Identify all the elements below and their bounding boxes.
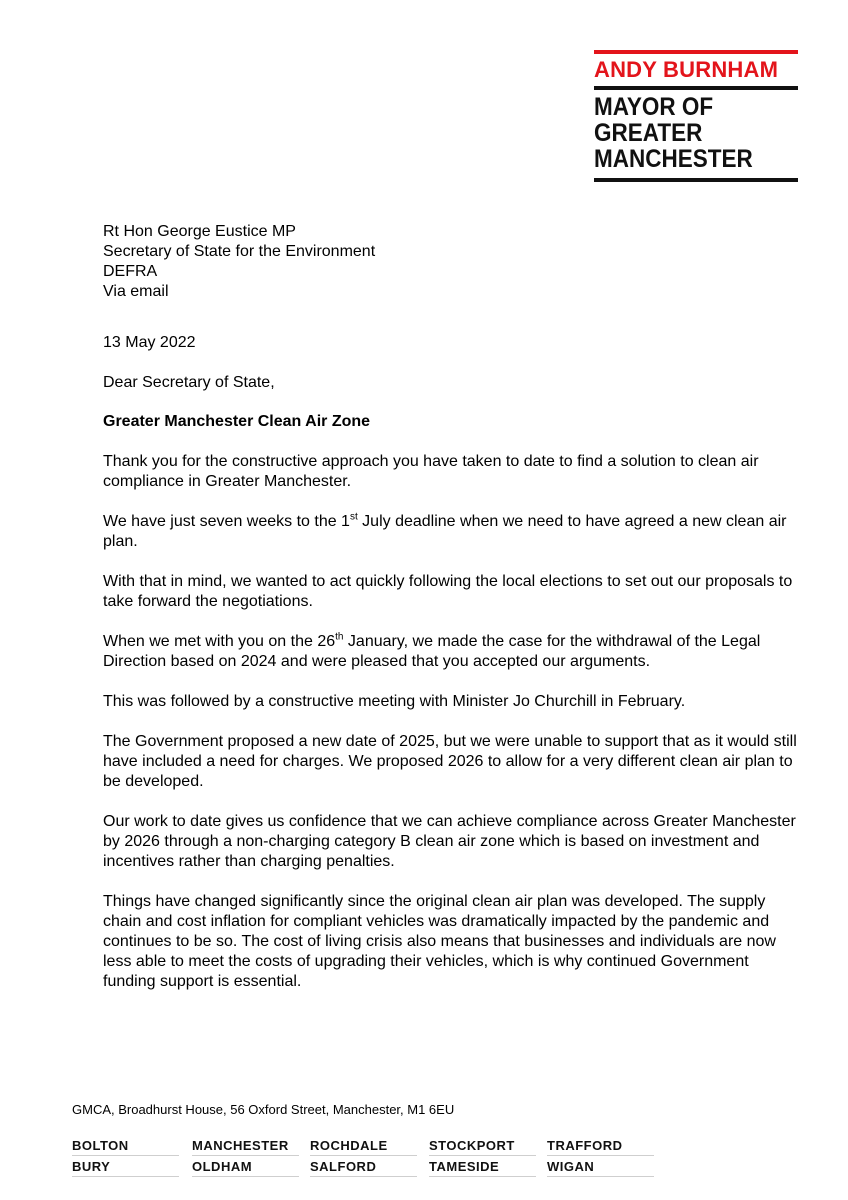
borough-name: BURY — [72, 1157, 179, 1177]
ordinal-suffix: th — [335, 631, 344, 643]
paragraph — [103, 512, 803, 552]
borough-name: SALFORD — [310, 1157, 417, 1177]
borough-name: MANCHESTER — [192, 1136, 299, 1156]
addressee-line: Secretary of State for the Environment — [103, 243, 376, 260]
borough-name: ROCHDALE — [310, 1136, 417, 1156]
paragraph: With that in mind, we wanted to act quickly following the local elections to set out our proposals to take forward the negotiations. — [103, 573, 793, 610]
borough-column — [192, 1136, 299, 1177]
logo-title-line: MANCHESTER — [594, 145, 753, 173]
paragraph-text: July deadline when we need to have agreed a new clean air plan. — [103, 513, 787, 550]
addressee-block — [103, 222, 375, 302]
mayor-logo — [594, 50, 798, 182]
borough-name: WIGAN — [547, 1157, 654, 1177]
logo-name: ANDY BURNHAM — [594, 57, 779, 82]
borough-name: TRAFFORD — [547, 1136, 654, 1156]
letter-body — [103, 452, 803, 1012]
addressee-line: DEFRA — [103, 263, 158, 280]
footer-address: GMCA, Broadhurst House, 56 Oxford Street, Manchester, M1 6EU — [72, 1102, 455, 1117]
paragraph-text: When we met with you on the 26 — [103, 633, 336, 650]
addressee-line: Rt Hon George Eustice MP — [103, 223, 296, 240]
salutation: Dear Secretary of State, — [103, 374, 275, 391]
addressee-line: Via email — [103, 283, 169, 300]
paragraph-text: January, we made the case for the withdrawal of the Legal Direction based on 2024 and were pleased that you accepted our arguments. — [103, 633, 761, 670]
paragraph: This was followed by a constructive meeting with Minister Jo Churchill in February. — [103, 693, 686, 710]
paragraph: Thank you for the constructive approach you have taken to date to find a solution to clean air compliance in Greater Manchester. — [103, 453, 759, 490]
borough-name: STOCKPORT — [429, 1136, 536, 1156]
borough-column — [547, 1136, 654, 1177]
borough-column — [72, 1136, 179, 1177]
logo-top-rule — [594, 50, 798, 54]
borough-name: BOLTON — [72, 1136, 179, 1156]
logo-bottom-rule — [594, 178, 798, 182]
letter-date: 13 May 2022 — [103, 334, 196, 351]
letter-subject: Greater Manchester Clean Air Zone — [103, 413, 371, 430]
paragraph: The Government proposed a new date of 2025, but we were unable to support that as it would still have included a need for charges. We proposed 2026 to allow for a very different clean air plan to be developed. — [103, 733, 797, 790]
paragraph: Things have changed significantly since the original clean air plan was developed. The supply chain and cost inflation for compliant vehicles was dramatically impacted by the pandemic and continues to be so. The cost of living crisis also means that businesses and individuals are now less able to meet the costs of upgrading their vehicles, which is why continued Government funding support is essential. — [103, 893, 776, 990]
paragraph: Our work to date gives us confidence that we can achieve compliance across Greater Manchester by 2026 through a non-charging category B clean air zone which is based on investment and incentives rather than charging penalties. — [103, 813, 796, 870]
paragraph-text: We have just seven weeks to the 1 — [103, 513, 350, 530]
logo-title-line: GREATER — [594, 119, 703, 147]
logo-title-line: MAYOR OF — [594, 93, 714, 121]
paragraph — [103, 632, 803, 672]
borough-name: OLDHAM — [192, 1157, 299, 1177]
logo-title — [594, 94, 778, 172]
borough-column — [310, 1136, 417, 1177]
ordinal-suffix: st — [349, 511, 358, 523]
borough-name: TAMESIDE — [429, 1157, 536, 1177]
borough-column — [429, 1136, 536, 1177]
logo-middle-rule — [594, 86, 798, 90]
